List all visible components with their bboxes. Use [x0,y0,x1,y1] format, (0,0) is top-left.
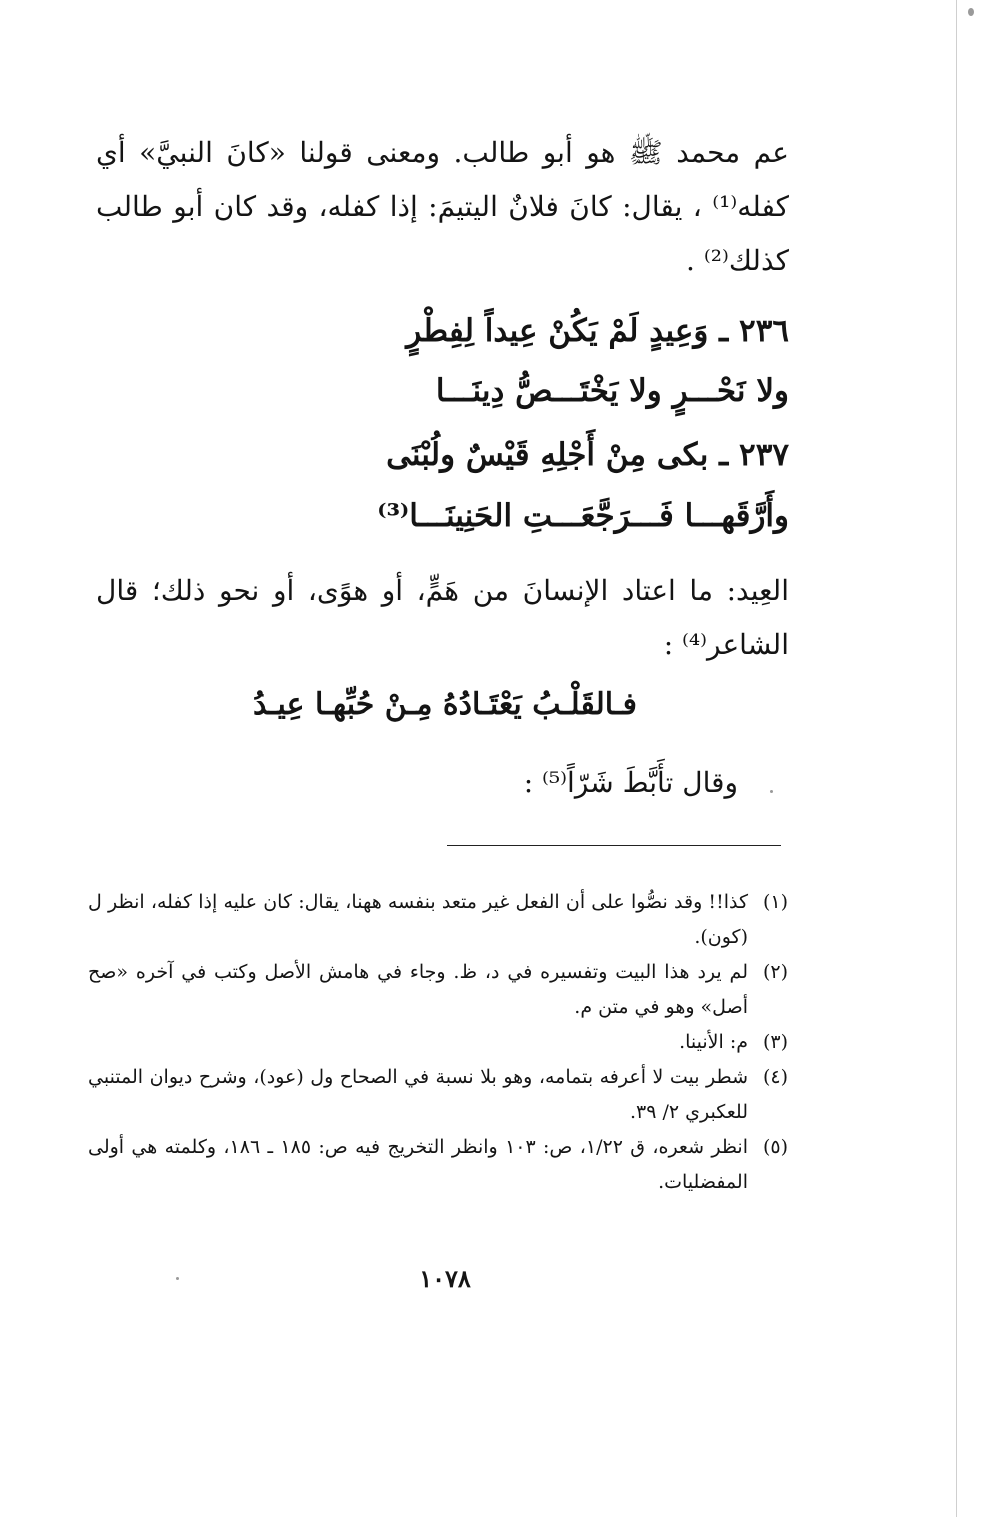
paragraph-1: عم محمد ﷺ هو أبو طالب. ومعنى قولنا «كانَ النبيَّ» أي كفله⁽¹⁾ ، يقال: كانَ فلانٌ اليتيمَ: إذا كفله، وقد كان أبو طالب كذلك⁽²⁾ . [96,136,789,277]
footnote-item [88,1130,788,1200]
verse-236-second-hemistich: ولا نَحْـــرٍ ولا يَخْتَـــصُّ دِينَـــا [435,373,789,409]
footnote-text: انظر شعره، ق ١/٢٢، ص: ١٠٣ وانظر التخريج فيه ص: ١٨٥ ـ ١٨٦، وكلمته هي أولى المفضليات. [88,1136,748,1193]
page-number: ١٠٧٨ [419,1264,471,1293]
scan-speck [176,1277,179,1280]
footnote-text: كذا!! وقد نصُّوا على أن الفعل غير متعد بنفسه ههنا، يقال: كان عليه إذا كفله، انظر ل (كون). [88,891,748,948]
footnote-number: (٤) [762,1066,788,1088]
verse-237-second-hemistich: وأَرَّقَهـــا فَـــرَجَّعَـــتِ الحَنِينَـــا⁽³⁾ [377,498,789,534]
footnote-separator [447,845,781,846]
verse-237-first-hemistich: ٢٣٧ ـ بكى مِنْ أَجْلِهِ قَيْسٌ ولُبْنَى [386,437,789,473]
verse-236-first-hemistich: ٢٣٦ ـ وَعِيدٍ لَمْ يَكُنْ عِيداً لِفِطْرٍ [406,313,789,349]
footnote-text: لم يرد هذا البيت وتفسيره في د، ظ. وجاء في هامش الأصل وكتب في آخره «صح أصل» وهو في متن م. [88,961,748,1018]
paragraph-2: العِيد: ما اعتاد الإنسانَ من هَمٍّ، أو هوًى، أو نحو ذلك؛ قال الشاعر⁽⁴⁾ : [96,574,789,661]
footnote-item [88,1025,788,1060]
footnote-number: (٢) [762,961,788,983]
footnote-number: (٣) [762,1031,788,1053]
footnote-item [88,1060,788,1130]
footnote-item [88,955,788,1025]
scan-speck [770,790,773,793]
scan-edge-line [956,0,957,1517]
quoted-verse: فـالقَلْـبُ يَعْتَـادُهُ مِـنْ حُبِّهـا عِيـدُ [253,687,637,722]
quote-intro-line: وقال تأَبَّطَ شَرّاً⁽⁵⁾ : [523,766,738,799]
footnote-text: م: الأنينا. [679,1031,748,1053]
scan-speck [968,8,974,16]
footnote-item [88,885,788,955]
footnote-number: (١) [762,891,788,913]
footnote-number: (٥) [762,1136,788,1158]
footnote-text: شطر بيت لا أعرفه بتمامه، وهو بلا نسبة في الصحاح ول (عود)، وشرح ديوان المتنبي للعكبري ٢/ ٣٩. [88,1066,748,1123]
footnotes [88,885,788,1200]
